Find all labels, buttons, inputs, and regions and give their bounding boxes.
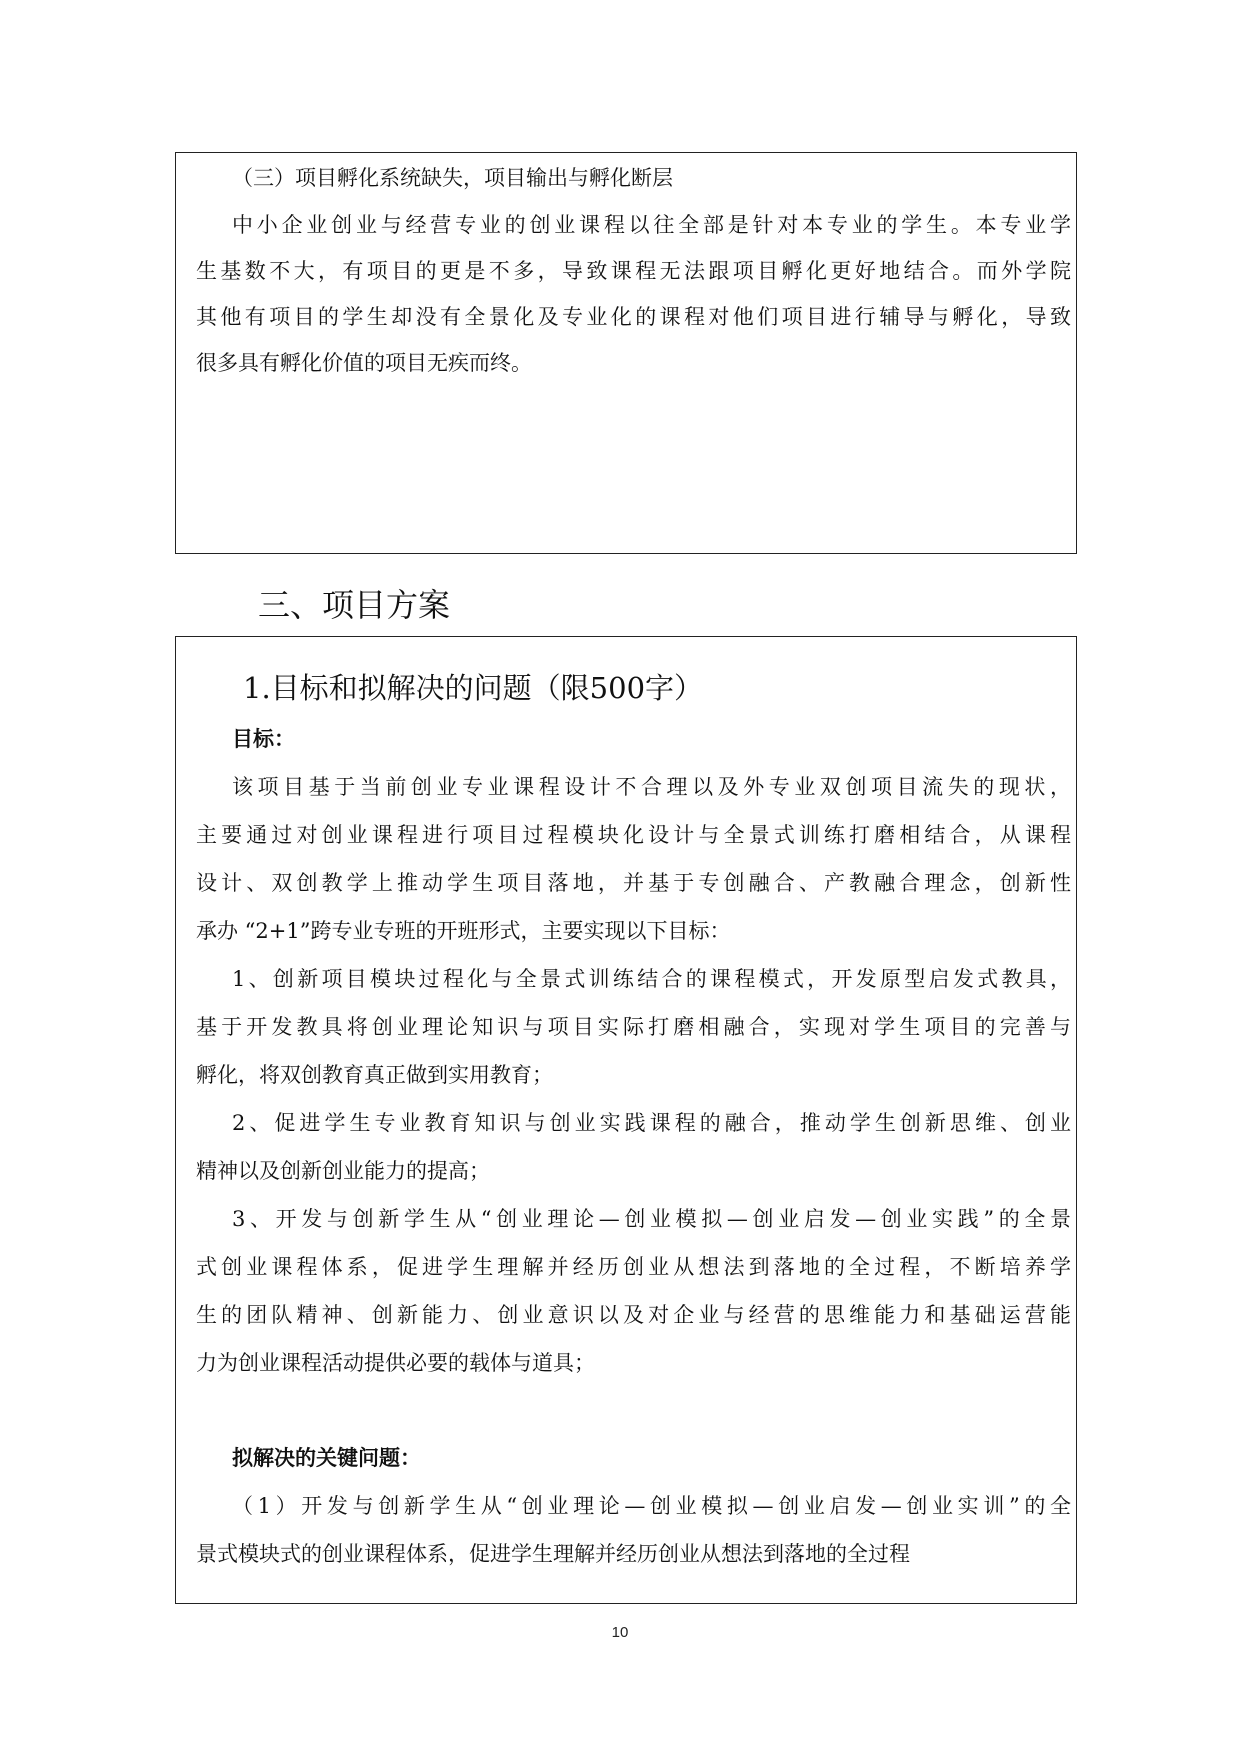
problems-label: 拟解决的关键问题： [232, 1445, 421, 1470]
goals-line: 主要通过对创业课程进行项目过程模块化设计与全景式训练打磨相结合，从课程 [196, 823, 1071, 847]
section-heading: 三、项目方案 [258, 586, 451, 624]
goals-line: 孵化，将双创教育真正做到实用教育； [196, 1063, 553, 1087]
page-number: 10 [611, 1624, 629, 1641]
goals-line: 生的团队精神、创新能力、创业意识以及对企业与经营的思维能力和基础运营能 [196, 1303, 1071, 1327]
goals-label: 目标： [232, 726, 295, 751]
prev-paragraph-line: 中小企业创业与经营专业的创业课程以往全部是针对本专业的学生。本专业学 [232, 213, 1071, 237]
goals-line: 该项目基于当前创业专业课程设计不合理以及外专业双创项目流失的现状， [232, 775, 1071, 799]
problems-line: 景式模块式的创业课程体系，促进学生理解并经历创业从想法到落地的全过程 [196, 1542, 910, 1566]
goals-line: 1、创新项目模块过程化与全景式训练结合的课程模式，开发原型启发式教具， [232, 967, 1071, 991]
section-subtitle: 1.目标和拟解决的问题（限500字） [243, 671, 704, 705]
goals-line: 2、促进学生专业教育知识与创业实践课程的融合，推动学生创新思维、创业 [232, 1111, 1071, 1135]
goals-line: 力为创业课程活动提供必要的载体与道具； [196, 1351, 595, 1375]
goals-line: 设计、双创教学上推动学生项目落地，并基于专创融合、产教融合理念，创新性 [196, 871, 1071, 895]
goals-line: 3、开发与创新学生从“创业理论—创业模拟—创业启发—创业实践”的全景 [232, 1207, 1071, 1231]
problems-line: （1）开发与创新学生从“创业理论—创业模拟—创业启发—创业实训”的全 [232, 1494, 1071, 1518]
prev-paragraph-line: 其他有项目的学生却没有全景化及专业化的课程对他们项目进行辅导与孵化，导致 [196, 305, 1071, 329]
prev-paragraph-line: 生基数不大，有项目的更是不多，导致课程无法跟项目孵化更好地结合。而外学院 [196, 259, 1071, 283]
goals-line: 基于开发教具将创业理论知识与项目实际打磨相融合，实现对学生项目的完善与 [196, 1015, 1071, 1039]
prev-subheading: （三）项目孵化系统缺失，项目输出与孵化断层 [232, 166, 673, 190]
goals-line: 承办 “2+1”跨专业专班的开班形式，主要实现以下目标： [196, 919, 731, 943]
goals-line: 式创业课程体系，促进学生理解并经历创业从想法到落地的全过程，不断培养学 [196, 1255, 1071, 1279]
goals-line: 精神以及创新创业能力的提高； [196, 1159, 490, 1183]
prev-paragraph-line: 很多具有孵化价值的项目无疾而终。 [196, 351, 532, 375]
